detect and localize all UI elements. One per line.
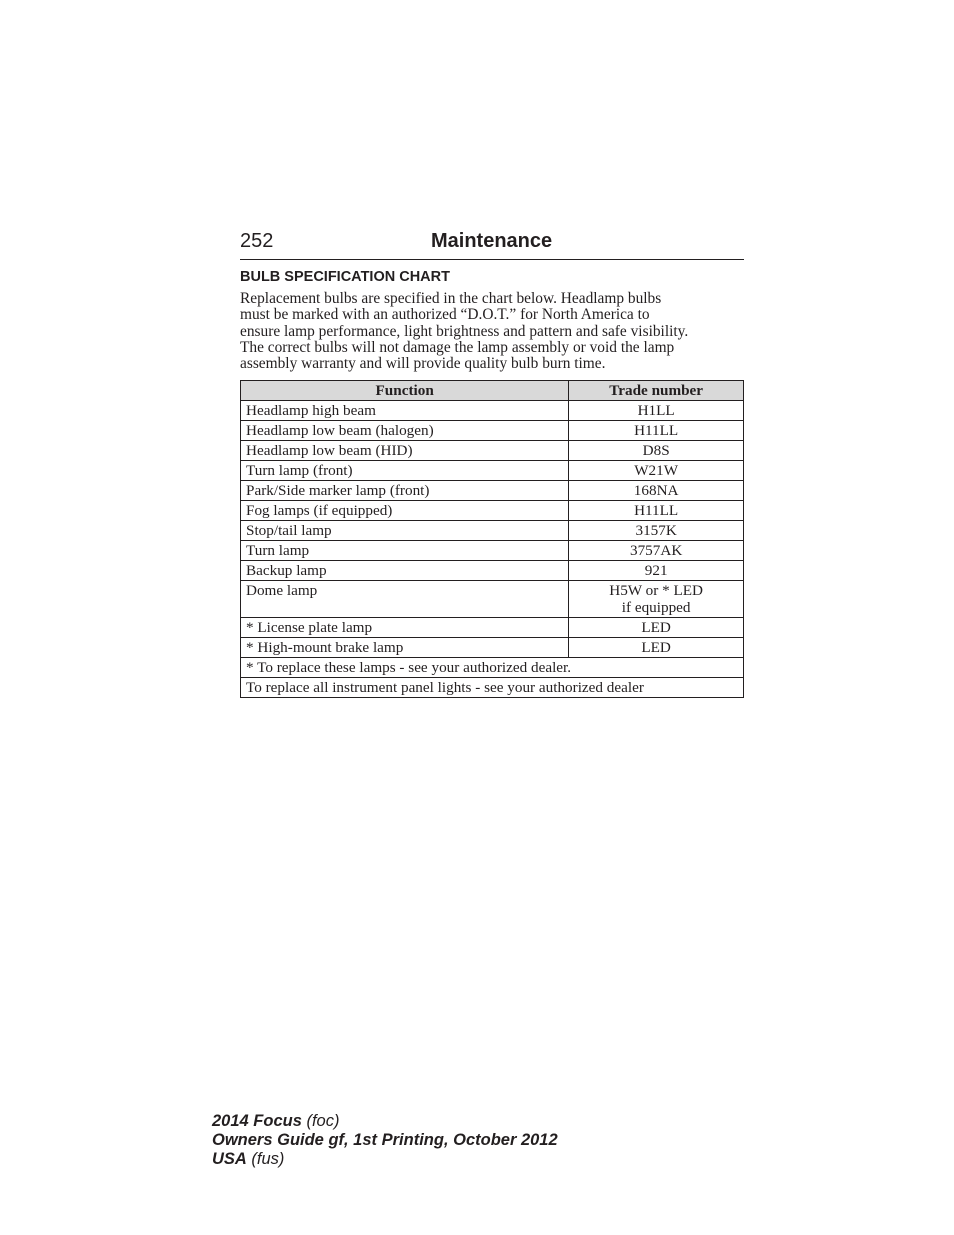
- table-row: [241, 561, 744, 581]
- trade-number-line: if equipped: [621, 599, 691, 616]
- table-note-row: [241, 678, 744, 698]
- trade-number-cell: H1LL: [569, 401, 744, 421]
- table-row: [241, 481, 744, 501]
- function-cell: Dome lamp: [241, 581, 569, 618]
- trade-number-cell: H11LL: [569, 501, 744, 521]
- table-row: [241, 461, 744, 481]
- intro-line: ensure lamp performance, light brightness and pattern and safe visibility.: [240, 322, 689, 340]
- page-number: 252: [240, 230, 274, 252]
- function-cell: * High-mount brake lamp: [241, 638, 569, 658]
- table-note: To replace all instrument panel lights - see your authorized dealer: [241, 678, 744, 698]
- table-row: [241, 638, 744, 658]
- table-header-row: [241, 381, 744, 401]
- table-row: [241, 401, 744, 421]
- trade-number-cell: H11LL: [569, 421, 744, 441]
- table-row: [241, 441, 744, 461]
- footer-market-code: (fus): [246, 1150, 285, 1168]
- function-cell: Backup lamp: [241, 561, 569, 581]
- function-cell: Turn lamp (front): [241, 461, 569, 481]
- table-row: [241, 581, 744, 618]
- footer-model: 2014 Focus: [212, 1112, 302, 1130]
- trade-number-cell: D8S: [569, 441, 744, 461]
- function-cell: Turn lamp: [241, 541, 569, 561]
- function-cell: * License plate lamp: [241, 618, 569, 638]
- table-row: [241, 421, 744, 441]
- intro-line: must be marked with an authorized “D.O.T.” for North America to: [240, 306, 650, 324]
- intro-line: assembly warranty and will provide quality bulb burn time.: [240, 355, 606, 373]
- page-header: [240, 229, 744, 260]
- table-row: [241, 521, 744, 541]
- footer-edition: Owners Guide gf, 1st Printing, October 2012: [212, 1131, 558, 1149]
- intro-line: Replacement bulbs are specified in the chart below. Headlamp bulbs: [240, 290, 662, 307]
- footer-market: USA: [212, 1150, 247, 1168]
- footer-line: [212, 1112, 558, 1131]
- bulb-specification-table: [240, 380, 744, 698]
- table-row: [241, 541, 744, 561]
- trade-number-cell: W21W: [569, 461, 744, 481]
- subheading: BULB SPECIFICATION CHART: [240, 269, 450, 285]
- column-header-function: Function: [241, 381, 569, 401]
- column-header-trade-number: Trade number: [569, 381, 744, 401]
- trade-number-cell: 921: [569, 561, 744, 581]
- trade-number-cell: 3757AK: [569, 541, 744, 561]
- table-row: [241, 501, 744, 521]
- footer-line: [212, 1150, 558, 1169]
- intro-line: The correct bulbs will not damage the lamp assembly or void the lamp: [240, 338, 675, 356]
- trade-number-cell: 3157K: [569, 521, 744, 541]
- function-cell: Fog lamps (if equipped): [241, 501, 569, 521]
- table-note-row: [241, 658, 744, 678]
- function-cell: Park/Side marker lamp (front): [241, 481, 569, 501]
- function-cell: Headlamp low beam (halogen): [241, 421, 569, 441]
- table-note: * To replace these lamps - see your authorized dealer.: [241, 658, 744, 678]
- function-cell: Headlamp high beam: [241, 401, 569, 421]
- function-cell: Stop/tail lamp: [241, 521, 569, 541]
- section-title: Maintenance: [431, 230, 553, 252]
- trade-number-cell: LED: [569, 618, 744, 638]
- intro-paragraph: [240, 291, 744, 372]
- page-footer: [212, 1112, 558, 1169]
- trade-number-cell: [569, 581, 744, 618]
- trade-number-line: H5W or * LED: [609, 582, 704, 599]
- table-row: [241, 618, 744, 638]
- trade-number-cell: LED: [569, 638, 744, 658]
- function-cell: Headlamp low beam (HID): [241, 441, 569, 461]
- trade-number-cell: 168NA: [569, 481, 744, 501]
- footer-model-code: (foc): [301, 1112, 340, 1130]
